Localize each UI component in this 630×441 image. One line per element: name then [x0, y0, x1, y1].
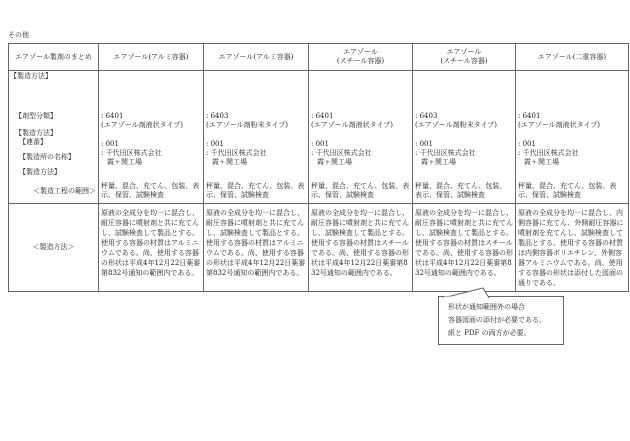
summary-table — [8, 43, 629, 292]
header-cell: エアゾール(二重容器) — [516, 44, 629, 71]
label: 【連番】 — [19, 138, 47, 146]
company-name: : 千代田区株式会社 — [518, 149, 579, 157]
header-cell: エアゾール(アルミ容器) — [99, 44, 204, 71]
header-cell: エアゾール製剤のまとめ — [9, 44, 99, 71]
range-row — [9, 179, 629, 204]
process-range: 秤量、混合、充てん、包装、表示、保管、試験検査 — [309, 179, 413, 204]
header-row — [9, 44, 629, 71]
factory-name: 霞ヶ関工場 — [421, 158, 456, 166]
column-cell — [516, 71, 629, 180]
section-title: その他 — [8, 31, 29, 39]
range-label: ＜製造工程の範囲＞ — [9, 179, 99, 204]
type-code: : 6403 — [415, 112, 438, 120]
company-name: : 千代田区株式会社 — [415, 149, 476, 157]
column-cell — [99, 71, 204, 180]
factory-name: 霞ヶ関工場 — [212, 158, 247, 166]
details-row — [9, 71, 629, 180]
process-cell: 原液の全成分を均一に混合し、耐圧容器に噴射剤と共に充てんし、試験検査して製品とする。使用する容器の材質はスチールである。尚、使用する容器の形状は平成4年12月22日薬審第832号通知の範囲内である。 — [413, 204, 516, 292]
callout-line: 紙と PDF の両方が必要。 — [448, 329, 531, 337]
label: 【製造方法】 — [19, 168, 61, 176]
process-range: 秤量、混合、充てん、包装、表示、保管、試験検査 — [204, 179, 309, 204]
label-cell — [9, 71, 99, 180]
company-name: : 千代田区株式会社 — [206, 149, 267, 157]
process-range: 秤量、混合、充てん、包装、表示、保管、試験検査 — [413, 179, 516, 204]
serial-number: : 001 — [206, 140, 224, 148]
type-name: (エアゾール剤粉末タイプ) — [415, 121, 497, 129]
process-range: 秤量、混合、充てん、包装、表示、保管、試験検査 — [516, 179, 629, 204]
type-code: : 6401 — [311, 112, 334, 120]
type-code: : 6403 — [206, 112, 229, 120]
process-cell: 原液の全成分を均一に混合し、耐圧容器に噴射剤と共に充てんし、試験検査して製品とする。使用する容器の材質はアルミニウムである。尚、使用する容器の形状は平成4年12月22日薬審第832号通知の範囲内である。 — [99, 204, 204, 292]
company-name: : 千代田区株式会社 — [311, 149, 372, 157]
label: 【製造所の名称】 — [19, 153, 75, 161]
type-name: (エアゾール剤液状タイプ) — [101, 121, 183, 129]
serial-number: : 001 — [101, 140, 119, 148]
process-row — [9, 204, 629, 292]
type-code: : 6401 — [101, 112, 124, 120]
process-cell: 原液の全成分を均一に混合し、内側容器に充てん、外側耐圧容器に噴射剤を充てんし、試験検査して製品とする。使用する容器の材質は内側容器ポリエチレン、外側容器アルミニウムである。尚、使用する容器の形状は添付した図面の通りである。 — [516, 204, 629, 292]
serial-number: : 001 — [311, 140, 329, 148]
label: 【剤型分類】 — [15, 112, 57, 120]
table-wrapper — [8, 43, 628, 345]
column-cell — [309, 71, 413, 180]
process-range: 秤量、混合、充てん、包装、表示、保管、試験検査 — [99, 179, 204, 204]
callout-pointer — [441, 286, 491, 298]
process-label: ＜製造方法＞ — [9, 204, 99, 292]
process-cell: 原液の全成分を均一に混合し、耐圧容器に噴射剤と共に充てんし、試験検査して製品とする。使用する容器の材質はアルミニウムである。尚、使用する容器の形状は平成4年12月22日薬審第832号通知の範囲内である。 — [204, 204, 309, 292]
header-cell: エアゾール(アルミ容器) — [204, 44, 309, 71]
type-name: (エアゾール剤粉末タイプ) — [206, 121, 288, 129]
label: 【製造方法】 — [10, 72, 52, 80]
factory-name: 霞ヶ関工場 — [524, 158, 559, 166]
header-cell: エアゾール (スチール容器) — [309, 44, 413, 71]
callout-line: 形状が通知範囲外の場合 — [448, 303, 525, 311]
company-name: : 千代田区株式会社 — [101, 149, 162, 157]
callout-line: 容器図面の添付が必要である。 — [448, 316, 546, 324]
type-name: (エアゾール剤液状タイプ) — [311, 121, 393, 129]
type-code: : 6401 — [518, 112, 541, 120]
process-cell: 原液の全成分を均一に混合し、耐圧容器に噴射剤と共に充てんし、試験検査して製品とする。使用する容器の材質はスチールである。尚、使用する容器の形状は平成4年12月22日薬審第832号通知の範囲内である。 — [309, 204, 413, 292]
type-name: (エアゾール剤液状タイプ) — [518, 121, 600, 129]
column-cell — [413, 71, 516, 180]
column-cell — [204, 71, 309, 180]
header-cell: エアゾール (スチール容器) — [413, 44, 516, 71]
label: 【製造方法】 — [15, 129, 57, 137]
factory-name: 霞ヶ関工場 — [317, 158, 352, 166]
callout-note — [438, 296, 564, 345]
serial-number: : 001 — [415, 140, 433, 148]
factory-name: 霞ヶ関工場 — [107, 158, 142, 166]
serial-number: : 001 — [518, 140, 536, 148]
